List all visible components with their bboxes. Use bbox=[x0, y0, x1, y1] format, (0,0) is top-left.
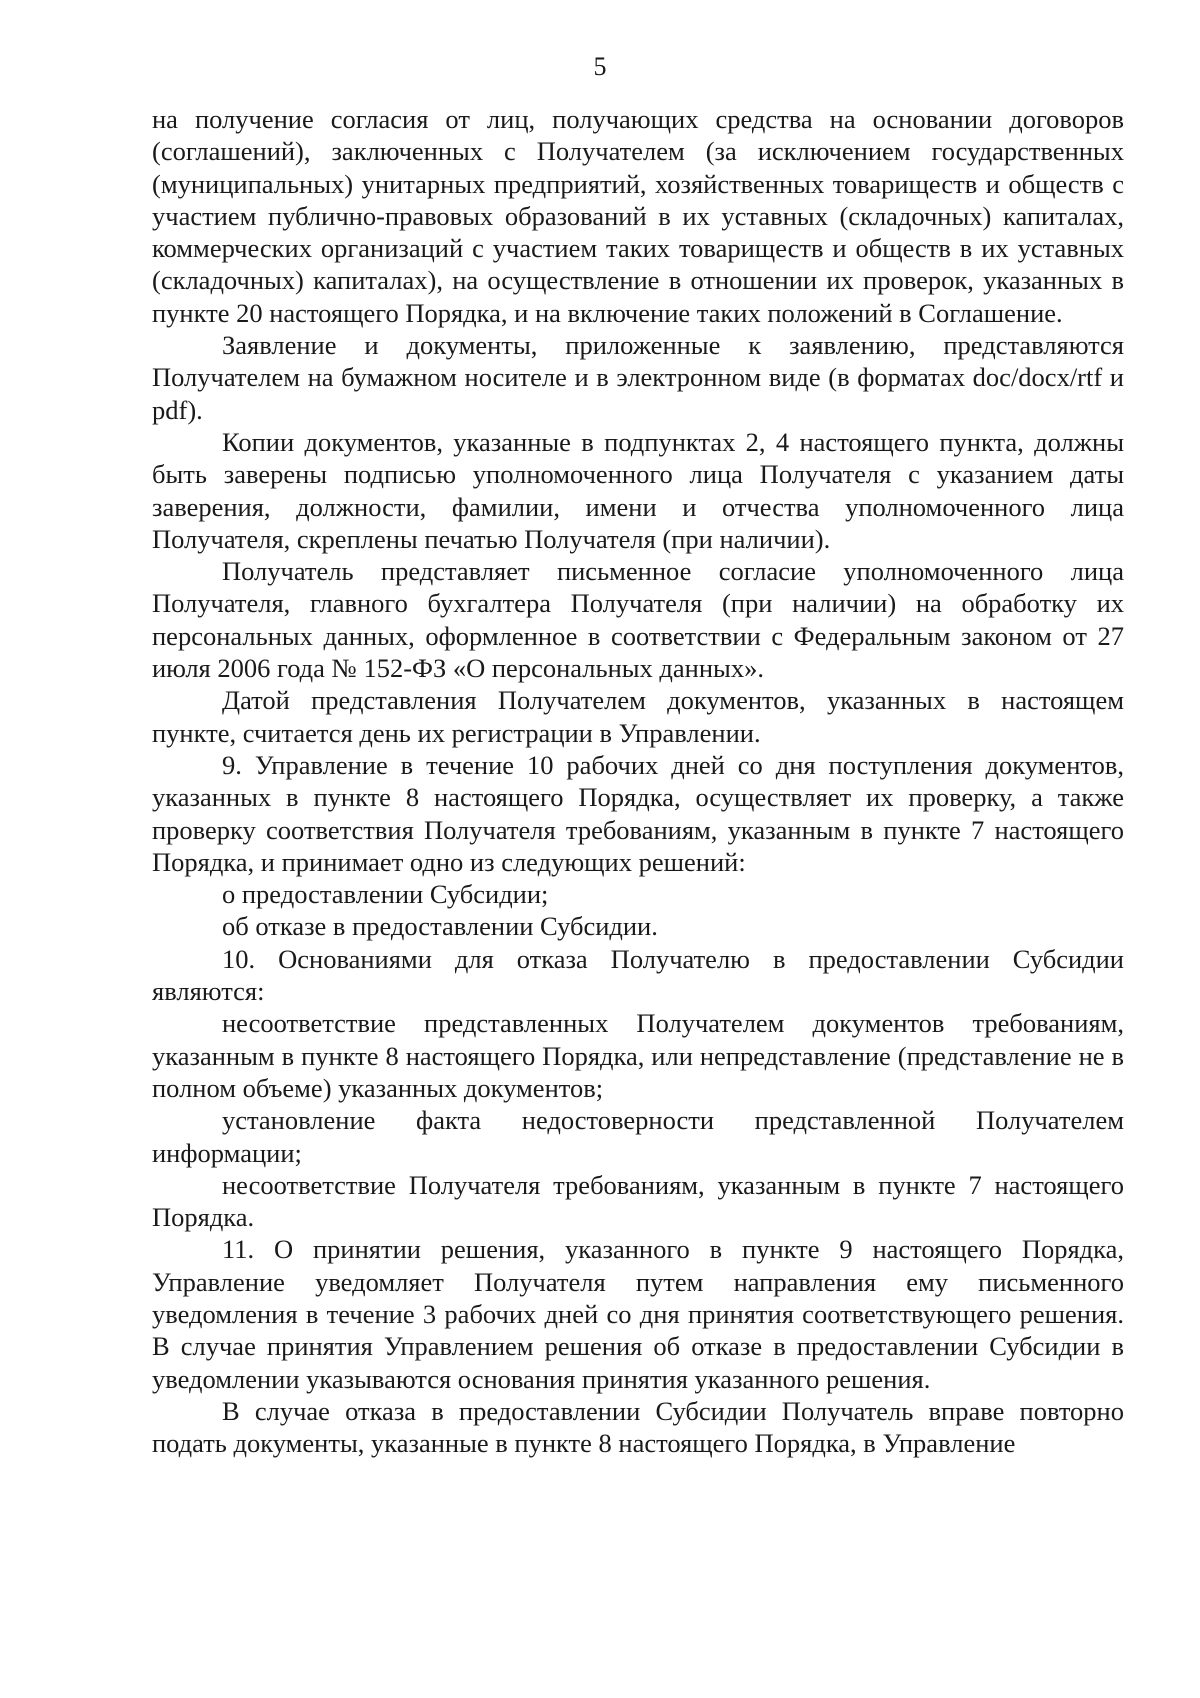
paragraph: об отказе в предоставлении Субсидии. bbox=[222, 911, 658, 942]
paragraph: Получатель представляет письменное согласие уполномоченного лица Получателя, главного бухгалтера Получателя (при наличии) на обработку их персональных данных, оформленное в соответствии с Федеральным законом от 27 июля 2006 года № 152-ФЗ «О персональных данных». bbox=[152, 556, 1124, 684]
paragraph: несоответствие Получателя требованиям, указанным в пункте 7 настоящего Порядка. bbox=[152, 1169, 1124, 1233]
page-number: 5 bbox=[593, 52, 607, 81]
paragraph: на получение согласия от лиц, получающих средства на основании договоров (соглашений), заключенных с Получателем (за исключением государственных (муниципальных) унитарных предприятий, хозяйственных товариществ и обществ с участием публично-правовых образований в их уставных (складочных) капиталах, коммерческих организаций с участием таких товариществ и обществ в их уставных (складочных) капиталах), на осуществление в отношении их проверок, указанных в пункте 20 настоящего Порядка, и на включение таких положений в Соглашение. bbox=[152, 104, 1124, 328]
paragraph: о предоставлении Субсидии; bbox=[222, 879, 549, 910]
paragraph: В случае отказа в предоставлении Субсидии Получатель вправе повторно подать документы, указанные в пункте 8 настоящего Порядка, в Управление bbox=[152, 1395, 1124, 1459]
paragraph: несоответствие представленных Получателем документов требованиям, указанным в пункте 8 настоящего Порядка, или непредставление (представление не в полном объеме) указанных документов; bbox=[152, 1008, 1124, 1103]
paragraph: Датой представления Получателем документов, указанных в настоящем пункте, считается день их регистрации в Управлении. bbox=[152, 685, 1124, 748]
paragraph: Заявление и документы, приложенные к заявлению, представляются Получателем на бумажном носителе и в электронном виде (в форматах doc/docx/rtf и pdf). bbox=[152, 330, 1124, 425]
paragraph: установление факта недостоверности представленной Получателем информации; bbox=[152, 1105, 1124, 1168]
paragraph-item-9: 9. Управление в течение 10 рабочих дней со дня поступления документов, указанных в пункте 8 настоящего Порядка, осуществляет их проверку, а также проверку соответствия Получателя требованиям, указанным в пункте 7 настоящего Порядка, и принимает одно из следующих решений: bbox=[152, 749, 1124, 877]
paragraph: Копии документов, указанные в подпунктах 2, 4 настоящего пункта, должны быть заверены подписью уполномоченного лица Получателя с указанием даты заверения, должности, фамилии, имени и отчества уполномоченного лица Получателя, скреплены печатью Получателя (при наличии). bbox=[152, 426, 1124, 554]
document-body bbox=[152, 103, 1124, 1459]
paragraph-item-10: 10. Основаниями для отказа Получателю в предоставлении Субсидии являются: bbox=[152, 943, 1124, 1007]
paragraph-item-11: 11. О принятии решения, указанного в пункте 9 настоящего Порядка, Управление уведомляет Получателя путем направления ему письменного уведомления в течение 3 рабочих дней со дня принятия соответствующего решения. В случае принятия Управлением решения об отказе в предоставлении Субсидии в уведомлении указываются основания принятия указанного решения. bbox=[152, 1234, 1124, 1394]
